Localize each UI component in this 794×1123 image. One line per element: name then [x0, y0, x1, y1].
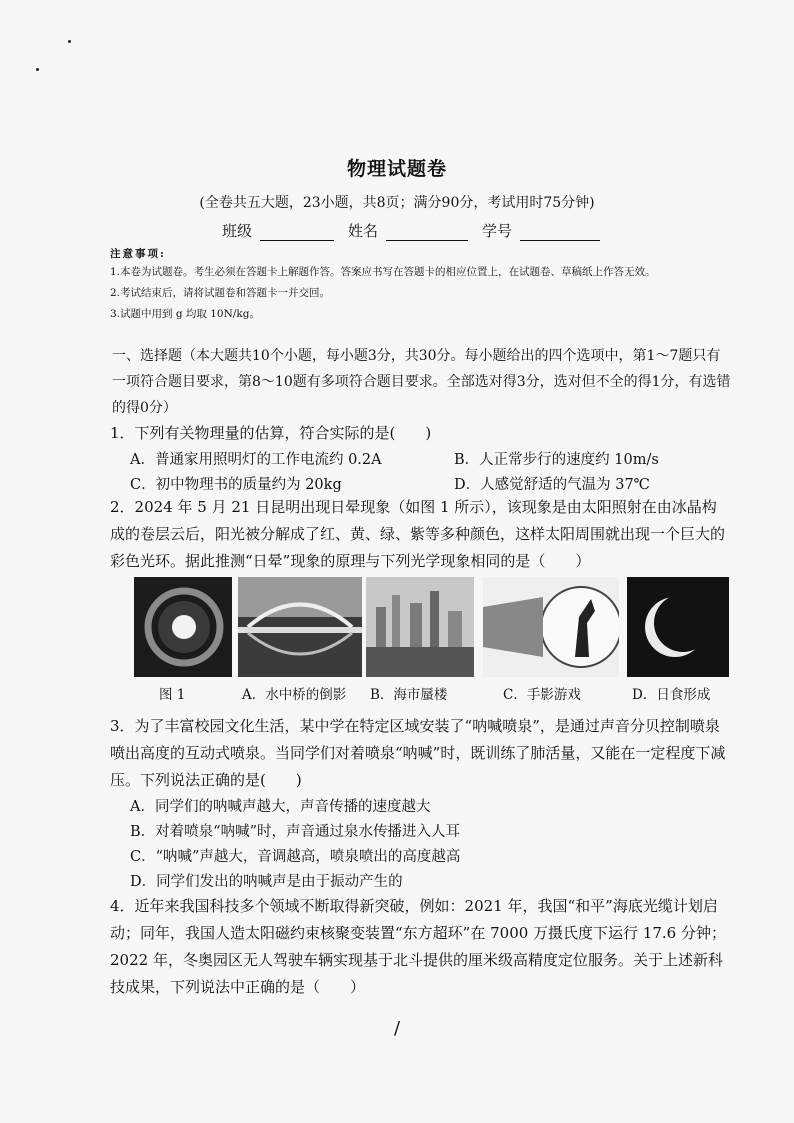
figure-1-caption: 图 1: [159, 687, 186, 703]
eclipse-picture: [627, 577, 729, 677]
name-label: 姓名: [348, 222, 379, 240]
student-info-line: [222, 220, 614, 241]
name-blank: [386, 226, 468, 241]
q1-option-a: A．普通家用照明灯的工作电流约 0.2A: [130, 452, 382, 468]
bridge-reflection-image: [238, 577, 362, 677]
class-blank: [260, 226, 334, 241]
bridge-picture: [238, 577, 362, 677]
notice-heading: 注意事项:: [110, 248, 166, 260]
scan-speck: [68, 40, 71, 43]
mirage-picture: [366, 577, 474, 677]
mirage-image: [366, 577, 474, 677]
section-one-instructions: 一、选择题（本大题共10个小题，每小题3分，共30分。每小题给出的四个选项中，第1～7题只有一项符合题目要求，第8～10题有多项符合题目要求。全部选对得3分，选对但不全的得1分，有选错的得0分）: [112, 348, 731, 416]
exam-subtitle: (全卷共五大题，23小题，共8页；满分90分，考试用时75分钟): [199, 195, 595, 211]
q3-option-a: A．同学们的呐喊声越大，声音传播的速度越大: [130, 799, 431, 815]
footer-mark: /: [394, 1018, 401, 1039]
q1-option-b: B．人正常步行的速度约 10m/s: [454, 452, 659, 468]
option-d-caption: D．日食形成: [632, 687, 711, 703]
halo-image: [134, 577, 232, 677]
page-title: 物理试题卷: [346, 158, 447, 180]
notice-item: 1.本卷为试题卷。考生必须在答题卡上解题作答。答案应书写在答题卡的相应位置上，在试题卷、草稿纸上作答无效。: [110, 266, 656, 278]
option-c-caption: C．手影游戏: [503, 687, 581, 703]
q1-option-c: C．初中物理书的质量约为 20kg: [130, 477, 342, 493]
class-label: 班级: [222, 222, 253, 240]
question-3-stem: 3．为了丰富校园文化生活，某中学在特定区域安装了“呐喊喷泉”，是通过声音分贝控制喷泉喷出高度的互动式喷泉。当同学们对着喷泉“呐喊”时，既训练了肺活量，又能在一定程度下减压。下列说法正确的是( ): [110, 717, 726, 789]
notice-item: 3.试题中用到 g 均取 10N/kg。: [110, 308, 260, 320]
hand-shadow-picture: [483, 577, 619, 677]
id-blank: [520, 226, 600, 241]
question-4-stem: 4．近年来我国科技多个领域不断取得新突破，例如：2021 年，我国“和平”海底光缆计划启动；同年，我国人造太阳磁约束核聚变装置“东方超环”在 7000 万摄氏度下运行 17.6 分钟；2022 年，冬奥园区无人驾驶车辆实现基于北斗提供的厘米级高精度定位服务。关于上述新科技成果，下列说法中正确的是（ ）: [110, 897, 726, 996]
eclipse-image: [627, 577, 729, 677]
q3-option-d: D．同学们发出的呐喊声是由于振动产生的: [130, 874, 403, 890]
hand-shadow-image: [483, 577, 619, 677]
question-1-stem: 1．下列有关物理量的估算，符合实际的是( ): [110, 424, 432, 442]
q3-option-c: C．“呐喊”声越大，音调越高，喷泉喷出的高度越高: [130, 849, 461, 865]
option-a-caption: A．水中桥的倒影: [242, 687, 347, 703]
q1-option-d: D．人感觉舒适的气温为 37℃: [454, 477, 650, 493]
halo-picture: [134, 577, 232, 677]
q3-option-b: B．对着喷泉“呐喊”时，声音通过泉水传播进入人耳: [130, 824, 460, 840]
question-2-stem: 2．2024 年 5 月 21 日昆明出现日晕现象（如图 1 所示），该现象是由太阳照射在由冰晶构成的卷层云后，阳光被分解成了红、黄、绿、紫等多种颜色，这样太阳周围就出现一个巨大的彩色光环。据此推测“日晕”现象的原理与下列光学现象相同的是（ ）: [110, 498, 726, 570]
scan-speck: [36, 68, 39, 71]
option-b-caption: B．海市蜃楼: [370, 687, 448, 703]
notice-item: 2.考试结束后，请将试题卷和答题卡一并交回。: [110, 287, 331, 299]
id-label: 学号: [482, 222, 513, 240]
